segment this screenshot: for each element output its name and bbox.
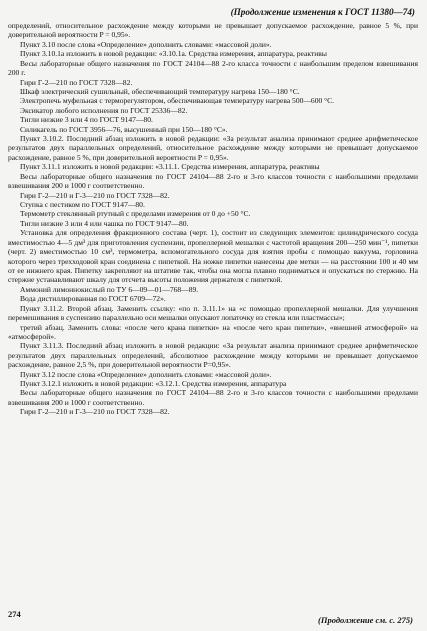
paragraph: Гири Г-2—210 по ГОСТ 7328—82.	[20, 77, 133, 87]
paragraph: Пункт 3.11.3. Последний абзац изложить в новой редакции: «За результат анализа принимают среднее арифметическое результатов двух параллельных определений, абсолютное расхождение между которыми не превышает допускаемое расхождение, равное 2,5 %, при доверительной вероятности P=0,95».	[8, 341, 418, 370]
paragraph: определений, относительное расхождение между которыми не превышает допускаемое расхождение, равное 5 %, при доверительной вероятности P = 0,95».	[8, 21, 418, 40]
paragraph: Гири Г-2—210 и Г-3—210 по ГОСТ 7328—82.	[20, 407, 170, 417]
paragraph: Гири Г-2—210 и Г-3—210 по ГОСТ 7328—82.	[20, 190, 170, 200]
paragraph: Пункт 3.12 после слова «Определение» дополнить словами: «массовой доли».	[20, 369, 272, 379]
paragraph: Эксикатор любого исполнения по ГОСТ 25336—82.	[20, 105, 188, 115]
paragraph: Вода дистиллированная по ГОСТ 6709—72».	[20, 294, 166, 304]
paragraph: Пункт 3.11.1 изложить в новой редакции: «3.11.1. Средства измерения, аппаратура, реактивы	[20, 162, 320, 172]
paragraph: Аммоний лимоннокислый по ТУ 6—09—01—768—89.	[20, 284, 199, 294]
paragraph: Тигли низкие 3 или 4 по ГОСТ 9147—80.	[20, 115, 153, 125]
paragraph: Термометр стеклянный ртутный с пределами измерения от 0 до +50 °С.	[20, 209, 251, 219]
paragraph: Весы лабораторные общего назначения по ГОСТ 24104—88 2-го и 3-го классов точности с наибольшими пределами взвешивания 200 и 1000 г соответственно.	[8, 171, 418, 191]
paragraph: Ступка с пестиком по ГОСТ 9147—80.	[20, 200, 145, 210]
paragraph: Пункт 3.12.1 изложить в новой редакции: «3.12.1. Средства измерения, аппаратура	[20, 379, 287, 389]
paragraph: Пункт 3.11.2. Второй абзац. Заменить ссылку: «по п. 3.11.1» на «с помощью пропеллерной мешалки. Для улучшения перемешивания в суспензию параллельно оси мешалки опускают лопаточку из стекла или пластмассы»;	[8, 303, 418, 323]
paragraph: Пункт 3.10.1а изложить в новой редакции: «3.10.1а. Средства измерения, аппаратура, реактивы	[20, 49, 327, 59]
document-body	[8, 21, 418, 417]
continuation-footer: (Продолжение см. с. 275)	[318, 615, 413, 625]
paragraph: Шкаф электрический сушильный, обеспечивающий температуру нагрева 150—180 °С.	[20, 86, 300, 96]
paragraph: Пункт 3.10 после слова «Определение» дополнить словами: «массовой доли».	[20, 39, 272, 49]
paragraph: Электропечь муфельная с терморегулятором, обеспечивающая температуру нагрева 500—600 °С.	[20, 96, 335, 106]
paragraph: Весы лабораторные общего назначения по ГОСТ 24104—88 2-го и 3-го классов точности с наибольшими пределами взвешивания 200 и 1000 г соответственно.	[8, 388, 418, 407]
paragraph: Силикагель по ГОСТ 3956—76, высушенный при 150—180 °С».	[20, 124, 228, 134]
paragraph: Установка для определения фракционного состава (черт. 1), состоит из следующих элементов: цилиндрического сосуда вместимостью 4—5 дм³ для приготовления суспензии, пропеллерной мешалки с частотой вращения 200—250 мин⁻¹, пипетки (черт. 2) вместимостью 10 см³, термометра, вспомогательного сосуда для взятия пробы с помощью вакуума, горловина которого через трехходовой кран соединена с пипеткой. На ножке пипетки нанесены две метки — на расстоянии 100 и 40 мм от ее нижнего края. Пипетку закрепляют на штативе так, чтобы она могла плавно подниматься и опускаться по стержню. На стержне устанавливают шкалу для отсчета высоты положения держателя с пипеткой.	[8, 228, 418, 285]
paragraph: третий абзац. Заменить слова: «после чего крана пипетки» на «после чего кран пипетки», «внешней атмосферой» на «атмосферой».	[8, 322, 418, 341]
page-number: 274	[8, 609, 21, 619]
paragraph: Весы лабораторные общего назначения по ГОСТ 24104—88 2-го класса точности с наибольшим пределом взвешивания 200 г.	[8, 58, 418, 78]
paragraph: Пункт 3.10.2. Последний абзац изложить в новой редакции: «За результат анализа принимают среднее арифметическое результатов двух параллельных определений, относительное расхождение между которыми не превышает допускаемое расхождение, равное 5 %, при доверительной вероятности P = 0,95».	[8, 134, 418, 162]
continuation-header: (Продолжение изменения к ГОСТ 11380—74)	[230, 7, 415, 17]
paragraph: Тигли низкие 3 или 4 или чашка по ГОСТ 9147—80.	[20, 218, 189, 228]
